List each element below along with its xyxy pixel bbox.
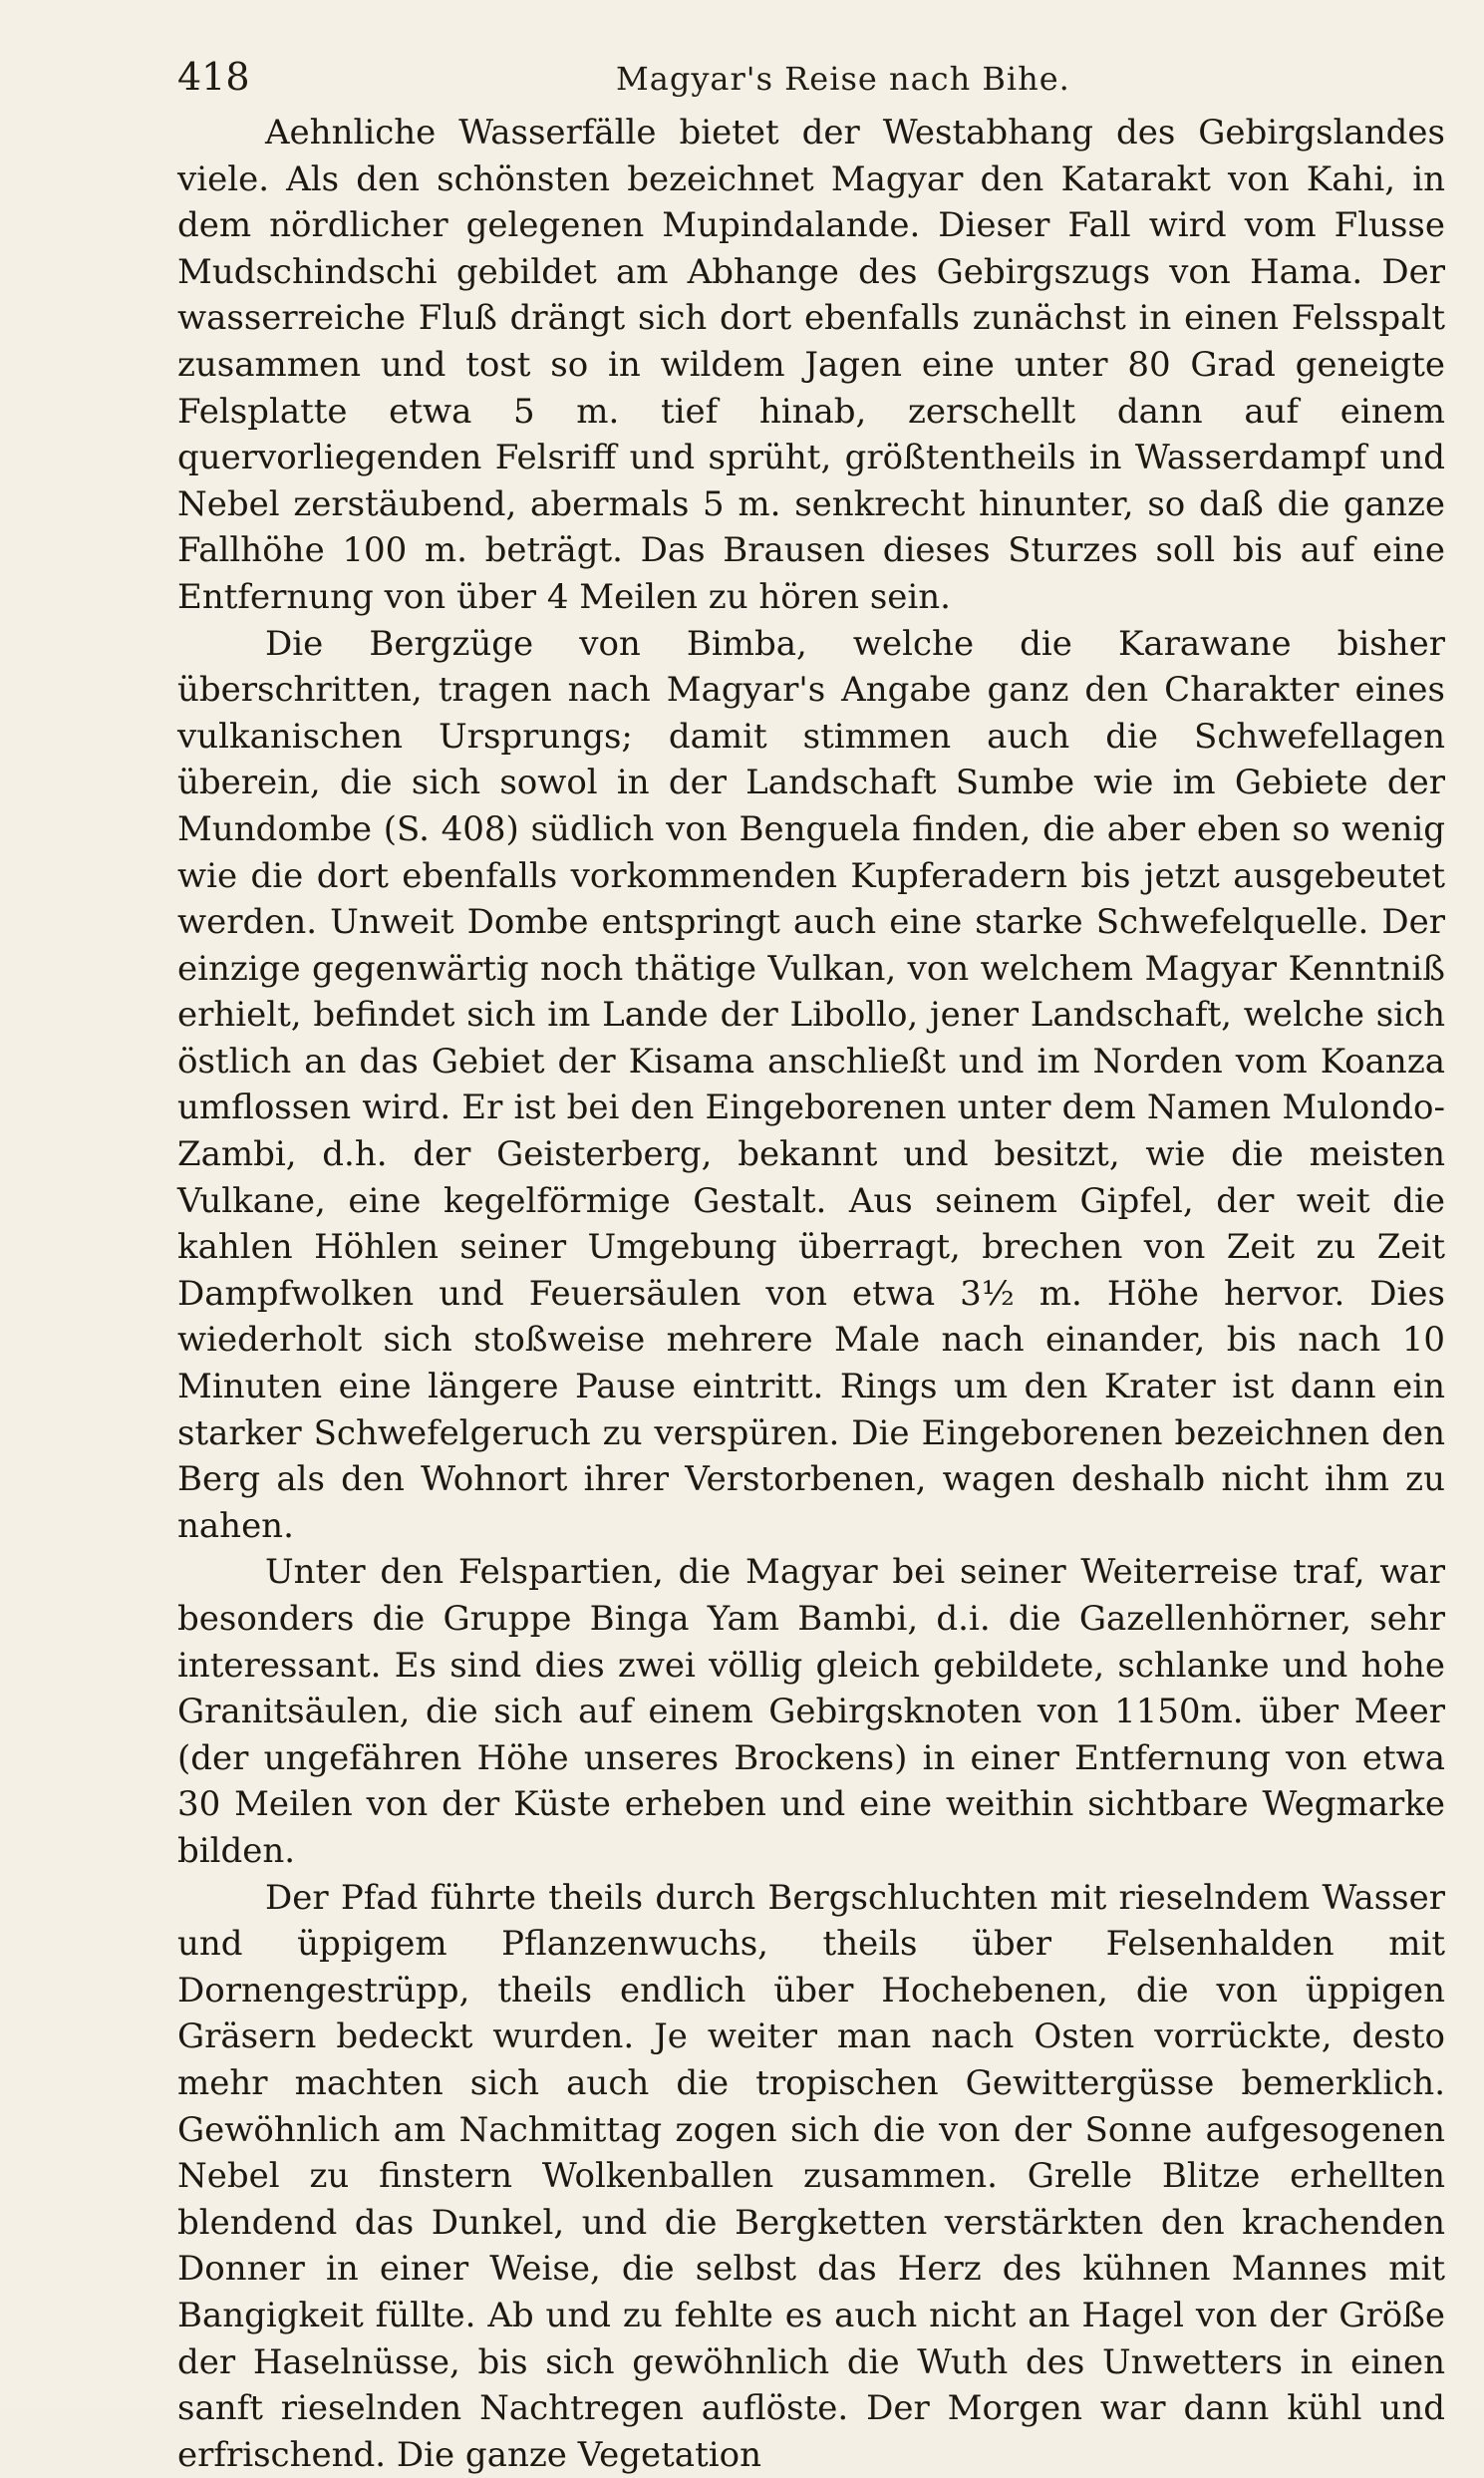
page-header xyxy=(177,52,1453,102)
paragraph-gazelle-horns: Unter den Felspartien, die Magyar bei seiner Weiterreise traf, war besonders die Gruppe Binga Yam Bambi, d.i. die Gazellenhörner, sehr interessant. Es sind dies zwei völlig gleich gebildete, schlanke und hohe Granitsäulen, die sich auf einem Gebirgsknoten von 1150m. über Meer (der ungefähren Höhe unseres Brockens) in einer Entfernung von etwa 30 Meilen von der Küste erheben und eine weithin sichtbare Wegmarke bilden. xyxy=(177,1552,1445,1871)
running-title: Magyar's Reise nach Bihe. xyxy=(616,60,1070,98)
paragraph-volcano: Die Bergzüge von Bimba, welche die Karawane bisher überschritten, tragen nach Magyar's Angabe ganz den Charakter eines vulkanischen Ursprungs; damit stimmen auch die Schwefellagen überein, die sich sowol in der Landschaft Sumbe wie im Gebiete der Mundombe (S. 408) südlich von Benguela finden, die aber eben so wenig wie die dort ebenfalls vorkommenden Kupferadern bis jetzt ausgebeutet werden. Unweit Dombe entspringt auch eine starke Schwefelquelle. Der einzige gegenwärtig noch thätige Vulkan, von welchem Magyar Kenntniß erhielt, befindet sich im Lande der Libollo, jener Landschaft, welche sich östlich an das Gebiet der Kisama anschließt und im Norden vom Koanza umflossen wird. Er ist bei den Eingeborenen unter dem Namen Mulondo-Zambi, d.h. der Geisterberg, bekannt und besitzt, wie die meisten Vulkane, eine kegelförmige Gestalt. Aus seinem Gipfel, der weit die kahlen Höhlen seiner Umgebung überragt, brechen von Zeit zu Zeit Dampfwolken und Feuersäulen von etwa 3½ m. Höhe hervor. Dies wiederholt sich stoßweise mehrere Male nach einander, bis nach 10 Minuten eine längere Pause eintritt. Rings um den Krater ist dann ein starker Schwefelgeruch zu verspüren. Die Eingeborenen bezeichnen den Berg als den Wohnort ihrer Verstorbenen, wagen deshalb nicht ihm zu nahen. xyxy=(177,623,1445,1546)
paragraph-waterfalls: Aehnliche Wasserfälle bietet der Westabhang des Gebirgslandes viele. Als den schönsten bezeichnet Magyar den Katarakt von Kahi, in dem nördlicher gelegenen Mupindalande. Dieser Fall wird vom Flusse Mudschindschi gebildet am Abhange des Gebirgszugs von Hama. Der wasserreiche Fluß drängt sich dort ebenfalls zunächst in einen Felsspalt zusammen und tost so in wildem Jagen eine unter 80 Grad geneigte Felsplatte etwa 5 m. tief hinab, zerschellt dann auf einem quervorliegenden Felsriff und sprüht, größtentheils in Wasserdampf und Nebel zerstäubend, abermals 5 m. senkrecht hinunter, so daß die ganze Fallhöhe 100 m. beträgt. Das Brausen dieses Sturzes soll bis auf eine Entfernung von über 4 Meilen zu hören sein. xyxy=(177,113,1445,617)
page-number: 418 xyxy=(177,55,250,99)
main-text xyxy=(177,110,1445,2478)
paragraph-storms: Der Pfad führte theils durch Bergschluchten mit rieselndem Wasser und üppigem Pflanzenwuchs, theils über Felsenhalden mit Dornengestrüpp, theils endlich über Hochebenen, die von üppigen Gräsern bedeckt wurden. Je weiter man nach Osten vorrückte, desto mehr machten sich auch die tropischen Gewittergüsse bemerklich. Gewöhnlich am Nachmittag zogen sich die von der Sonne aufgesogenen Nebel zu finstern Wolkenballen zusammen. Grelle Blitze erhellten blendend das Dunkel, und die Bergketten verstärkten den krachenden Donner in einer Weise, die selbst das Herz des kühnen Mannes mit Bangigkeit füllte. Ab und zu fehlte es auch nicht an Hagel von der Größe der Haselnüsse, bis sich gewöhnlich die Wuth des Unwetters in einen sanft rieselnden Nachtregen auflöste. Der Morgen war dann kühl und erfrischend. Die ganze Vegetation xyxy=(177,1877,1445,2475)
